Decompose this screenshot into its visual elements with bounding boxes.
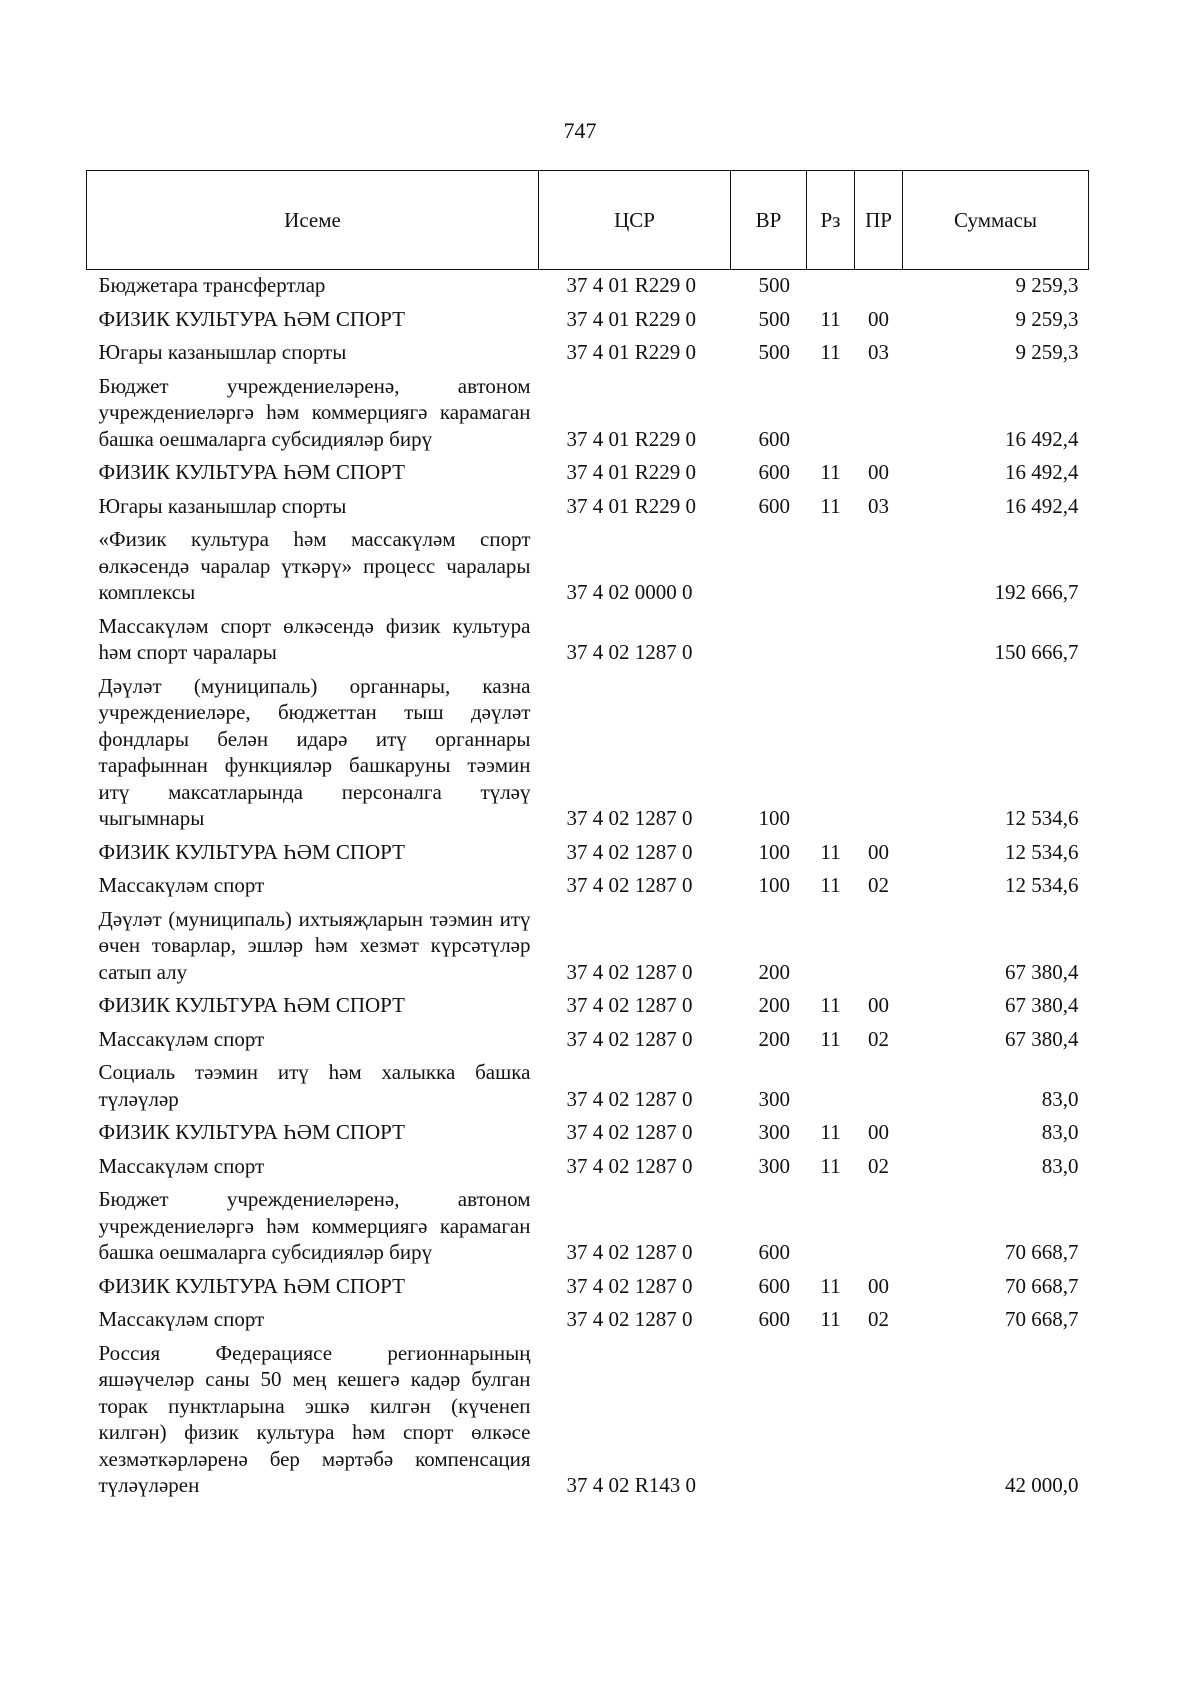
cell-pr: 02	[868, 1026, 889, 1051]
table-row	[87, 1181, 1089, 1268]
cell-sum: 83,0	[1041, 1153, 1079, 1178]
table-row	[87, 867, 1089, 901]
cell-sum: 12 534,6	[1005, 839, 1079, 864]
table-row	[87, 901, 1089, 988]
table-row	[87, 987, 1089, 1021]
cell-name: ФИЗИК КУЛЬТУРА ҺӘМ СПОРТ	[98, 460, 405, 484]
cell-sum: 42 000,0	[1005, 1473, 1079, 1497]
cell-name: Югары казанышлар спорты	[98, 493, 347, 518]
table-row	[87, 1114, 1089, 1148]
cell-vr: 300	[758, 1120, 790, 1144]
cell-name: ФИЗИК КУЛЬТУРА ҺӘМ СПОРТ	[98, 1120, 405, 1144]
cell-csr: 37 4 02 1287 0	[566, 640, 693, 664]
cell-rz: 11	[820, 493, 841, 518]
table-body	[87, 270, 1089, 1501]
cell-pr: 02	[868, 873, 889, 897]
cell-pr: 03	[868, 340, 889, 364]
table-row	[87, 368, 1089, 455]
header-csr: ЦСР	[539, 171, 731, 270]
table-row	[87, 270, 1089, 301]
table-row	[87, 1268, 1089, 1302]
cell-pr	[855, 1335, 903, 1501]
cell-name: Бюджетара трансфертлар	[98, 273, 326, 297]
cell-sum: 70 668,7	[1005, 1240, 1079, 1264]
cell-sum: 9 259,3	[1015, 340, 1079, 364]
cell-vr: 200	[758, 1026, 790, 1051]
cell-vr: 100	[758, 873, 790, 897]
table-row	[87, 454, 1089, 488]
cell-csr: 37 4 01 R229 0	[566, 460, 697, 484]
table-row	[87, 1021, 1089, 1055]
cell-vr: 500	[758, 340, 790, 364]
cell-pr	[855, 1181, 903, 1268]
cell-rz	[807, 901, 855, 988]
cell-vr: 200	[758, 993, 790, 1017]
cell-pr	[855, 668, 903, 834]
cell-sum: 83,0	[1041, 1086, 1079, 1111]
table-row	[87, 608, 1089, 668]
cell-pr: 03	[868, 493, 889, 518]
budget-table-container	[86, 170, 1088, 1501]
cell-rz: 11	[820, 1026, 841, 1051]
cell-rz	[807, 1181, 855, 1268]
cell-csr: 37 4 01 R229 0	[566, 493, 697, 518]
cell-csr: 37 4 02 1287 0	[566, 1273, 693, 1298]
cell-pr	[855, 608, 903, 668]
cell-vr	[731, 1335, 807, 1501]
cell-name: ФИЗИК КУЛЬТУРА ҺӘМ СПОРТ	[98, 839, 405, 864]
cell-pr	[855, 270, 903, 301]
cell-rz: 11	[820, 1307, 841, 1331]
cell-sum: 70 668,7	[1005, 1273, 1079, 1298]
cell-pr	[855, 521, 903, 608]
cell-name: Массакүләм спорт	[98, 1153, 265, 1178]
cell-vr: 300	[758, 1086, 790, 1111]
cell-name: ФИЗИК КУЛЬТУРА ҺӘМ СПОРТ	[98, 306, 405, 331]
cell-name: ФИЗИК КУЛЬТУРА ҺӘМ СПОРТ	[98, 1273, 405, 1298]
cell-vr: 600	[758, 1307, 790, 1331]
cell-rz: 11	[820, 993, 841, 1017]
cell-csr: 37 4 02 1287 0	[566, 993, 693, 1017]
cell-vr: 600	[758, 1240, 790, 1264]
cell-rz: 11	[820, 1273, 841, 1298]
cell-rz: 11	[820, 839, 841, 864]
cell-rz: 11	[820, 306, 841, 331]
cell-name: Массакүләм спорт өлкәсендә физик культура һәм спорт чаралары	[98, 613, 531, 664]
header-vr: ВР	[731, 171, 807, 270]
cell-sum: 70 668,7	[1005, 1307, 1079, 1331]
cell-csr: 37 4 02 1287 0	[566, 806, 693, 830]
cell-vr: 200	[758, 959, 790, 984]
cell-csr: 37 4 01 R229 0	[566, 273, 697, 297]
cell-pr: 02	[868, 1307, 889, 1331]
cell-csr: 37 4 01 R229 0	[566, 306, 697, 331]
table-row	[87, 1301, 1089, 1335]
cell-csr: 37 4 02 1287 0	[566, 1240, 693, 1264]
cell-sum: 67 380,4	[1005, 1026, 1079, 1051]
cell-rz	[807, 1054, 855, 1114]
cell-vr: 600	[758, 460, 790, 484]
cell-csr: 37 4 02 1287 0	[566, 1086, 693, 1111]
cell-sum: 16 492,4	[1005, 426, 1079, 451]
cell-vr: 600	[758, 426, 790, 451]
cell-name: Бюджет учреждениеләренә, автоном учреждениеләргә һәм коммерциягә карамаган башка оешмаларга субсидияләр бирү	[98, 373, 531, 451]
cell-sum: 12 534,6	[1005, 806, 1079, 830]
cell-rz	[807, 608, 855, 668]
cell-vr: 100	[758, 806, 790, 830]
header-row	[87, 171, 1089, 270]
cell-vr: 300	[758, 1153, 790, 1178]
cell-pr	[855, 368, 903, 455]
cell-name: Югары казанышлар спорты	[98, 340, 347, 364]
table-row	[87, 301, 1089, 335]
cell-csr: 37 4 02 1287 0	[566, 959, 693, 984]
cell-name: Массакүләм спорт	[98, 873, 265, 897]
table-row	[87, 1335, 1089, 1501]
table-row	[87, 1148, 1089, 1182]
table-row	[87, 834, 1089, 868]
cell-sum: 150 666,7	[994, 640, 1079, 664]
cell-rz: 11	[820, 1153, 841, 1178]
cell-rz: 11	[820, 460, 841, 484]
cell-sum: 192 666,7	[994, 580, 1079, 604]
cell-name: ФИЗИК КУЛЬТУРА ҺӘМ СПОРТ	[98, 993, 405, 1017]
cell-vr: 500	[758, 306, 790, 331]
header-sum: Суммасы	[903, 171, 1089, 270]
cell-pr: 00	[868, 306, 889, 331]
table-row	[87, 668, 1089, 834]
cell-rz: 11	[820, 1120, 841, 1144]
cell-sum: 16 492,4	[1005, 493, 1079, 518]
cell-vr: 500	[758, 273, 790, 297]
cell-name: Россия Федерациясе регионнарының яшәүчеләр саны 50 мең кешегә кадәр булган торак пунктларына эшкә килгән (күченеп килгән) физик культура һәм спорт өлкәсе хезмәткәрләренә бер мәртәбә компенсация түләүләрен	[98, 1340, 531, 1497]
cell-csr: 37 4 02 1287 0	[566, 1153, 693, 1178]
cell-rz: 11	[820, 873, 841, 897]
table-row	[87, 488, 1089, 522]
cell-rz: 11	[820, 340, 841, 364]
cell-csr: 37 4 02 1287 0	[566, 1120, 693, 1144]
header-name: Исеме	[87, 171, 539, 270]
cell-sum: 83,0	[1041, 1120, 1079, 1144]
cell-rz	[807, 270, 855, 301]
budget-table	[86, 170, 1089, 1501]
page-number: 747	[563, 118, 597, 143]
table-row	[87, 334, 1089, 368]
cell-csr: 37 4 01 R229 0	[566, 426, 697, 451]
cell-name: Массакүләм спорт	[98, 1307, 265, 1331]
cell-csr: 37 4 01 R229 0	[566, 340, 697, 364]
cell-csr: 37 4 02 R143 0	[566, 1473, 697, 1497]
cell-pr: 00	[868, 993, 889, 1017]
table-row	[87, 521, 1089, 608]
cell-csr: 37 4 02 1287 0	[566, 1307, 693, 1331]
cell-sum: 9 259,3	[1015, 306, 1079, 331]
cell-rz	[807, 668, 855, 834]
cell-rz	[807, 368, 855, 455]
cell-vr: 600	[758, 1273, 790, 1298]
cell-name: Бюджет учреждениеләренә, автоном учреждениеләргә һәм коммерциягә карамаган башка оешмаларга субсидияләр бирү	[98, 1187, 531, 1264]
cell-name: Дәүләт (муниципаль) ихтыяҗларын тәэмин итү өчен товарлар, эшләр һәм хезмәт күрсәтүләр сатып алу	[98, 906, 531, 984]
cell-sum: 67 380,4	[1005, 993, 1079, 1017]
header-pr: ПР	[855, 171, 903, 270]
cell-vr	[731, 521, 807, 608]
cell-sum: 12 534,6	[1005, 873, 1079, 897]
cell-csr: 37 4 02 0000 0	[566, 580, 693, 604]
cell-pr: 02	[868, 1153, 889, 1178]
cell-vr: 100	[758, 839, 790, 864]
cell-pr: 00	[868, 1120, 889, 1144]
table-header	[87, 171, 1089, 270]
cell-sum: 16 492,4	[1005, 460, 1079, 484]
cell-vr: 600	[758, 493, 790, 518]
cell-name: Социаль тәэмин итү һәм халыкка башка түләүләр	[98, 1060, 531, 1111]
cell-name: Массакүләм спорт	[98, 1026, 265, 1051]
table-row	[87, 1054, 1089, 1114]
cell-pr: 00	[868, 839, 889, 864]
cell-pr: 00	[868, 1273, 889, 1298]
cell-sum: 67 380,4	[1005, 959, 1079, 984]
header-rz: Рз	[807, 171, 855, 270]
cell-rz	[807, 521, 855, 608]
cell-csr: 37 4 02 1287 0	[566, 1026, 693, 1051]
cell-vr	[731, 608, 807, 668]
cell-rz	[807, 1335, 855, 1501]
cell-pr	[855, 901, 903, 988]
cell-name: «Физик культура һәм массакүләм спорт өлкәсендә чаралар үткәрү» процесс чаралары комплексы	[98, 527, 531, 604]
cell-sum: 9 259,3	[1015, 273, 1079, 297]
cell-csr: 37 4 02 1287 0	[566, 839, 693, 864]
cell-csr: 37 4 02 1287 0	[566, 873, 693, 897]
cell-pr	[855, 1054, 903, 1114]
cell-name: Дәүләт (муниципаль) органнары, казна учреждениеләре, бюджеттан тыш дәүләт фондлары белән идарә итү органнары тарафыннан функцияләр башкаруны тәэмин итү максатларында персоналга түләү чыгымнары	[98, 673, 531, 830]
cell-pr: 00	[868, 460, 889, 484]
